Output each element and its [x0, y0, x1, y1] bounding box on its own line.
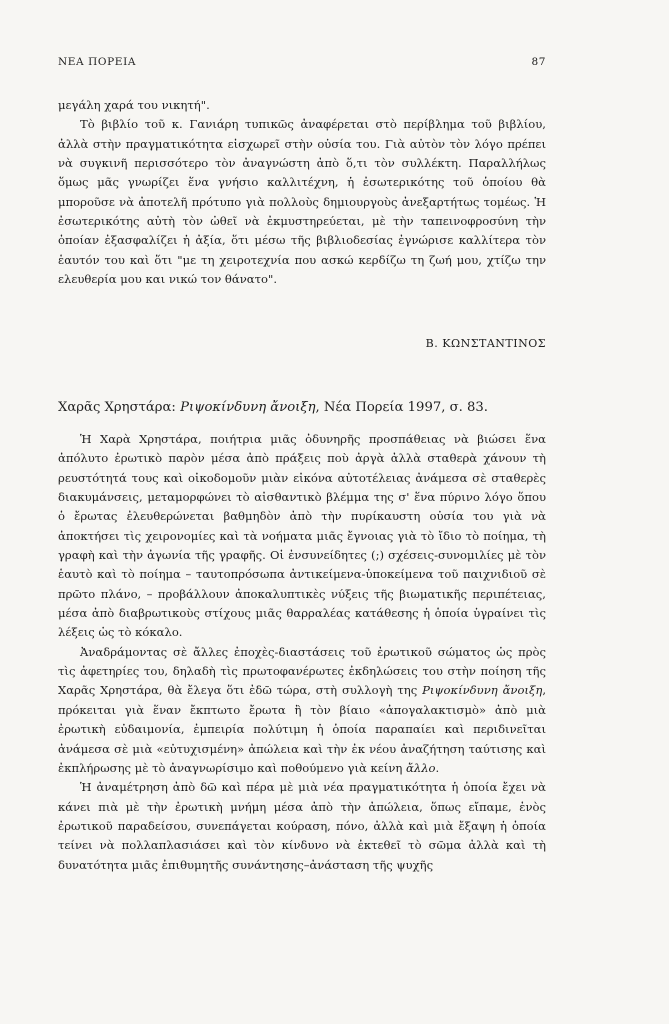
- text-run: Ἀναδράμοντας σὲ ἄλλες ἐποχὲς-διαστάσεις τοῦ ἐρωτικοῦ σώματος ὡς πρὸς τὶς ἀφετηρίες του, δηλαδὴ τὶς πρωτοφανέρωτες ἐκδηλώσεις του στὴν ποίηση τῆς Χαρᾶς Χρηστάρα, θὰ ἔλεγα ὅτι ἐδῶ τώρα, στὴ συλλογὴ της: [58, 644, 546, 698]
- paragraph: μεγάλη χαρά του νικητή".: [58, 98, 210, 112]
- running-title: ΝΕΑ ΠΟΡΕΙΑ: [58, 56, 136, 68]
- paragraph: Τὸ βιβλίο τοῦ κ. Γανιάρη τυπικῶς ἀναφέρεται στὸ περίβλημα τοῦ βιβλίου, ἀλλὰ στὴν πραγματικότητα εἰσχωρεῖ στὴν οὐσία του. Γιὰ αὐτὸν τὸν λόγο πρέπει νὰ συγκινῆ περισσότερο τὸν ἀναγνώστη ἀπὸ ὅ,τι τὸν συλλέκτη. Παραλλήλως ὅμως μᾶς γνωρίζει ἕνα γνήσιο καλλιτέχνη, ἡ ἐσωτερικότης τοῦ ὁποίου θὰ μποροῦσε νὰ ἀποτελῆ πρότυπο γιὰ πολλοὺς δημιουργοὺς ἀνεξαρτήτως τομέως. Ἡ ἐσωτερικότης αὐτὴ τὸν ὠθεῖ νὰ ἐκμυστηρεύεται, μὲ τὴν ταπεινοφροσύνη τὴν ὁποίαν ἐξασφαλίζει ἡ ἀξία, ὅτι μέσω τῆς βιβλιοδεσίας ἐγνώρισε καλλίτερα τὸν ἑαυτόν του καὶ ὅτι "με τη χειροτεχνία που ασκώ κερδίζω τη ζωή μου, χτίζω την ελευθερία μου και νικώ τον θάνατο".: [58, 117, 546, 287]
- italic-title: Ριψοκίνδυνη ἄνοιξη: [422, 683, 543, 698]
- review-signature: Β. ΚΩΝΣΤΑΝΤΙΝΟΣ: [425, 337, 546, 350]
- page-number: 87: [531, 56, 546, 68]
- review-continuation: [58, 96, 546, 289]
- review-body: [58, 430, 546, 875]
- book-details: , Νέα Πορεία 1997, σ. 83.: [315, 400, 488, 415]
- text-run: .: [435, 760, 440, 775]
- book-author: Χαρᾶς Χρηστάρα:: [58, 400, 181, 415]
- paragraph: Ἡ Χαρὰ Χρηστάρα, ποιήτρια μιᾶς ὀδυνηρῆς προσπάθειας νὰ βιώσει ἕνα ἀπόλυτο ἐρωτικὸ παρὸν μέσα ἀπὸ πράξεις ποὺ ἀργὰ ἀλλὰ σταθερὰ χάνουν τὴ ρευστότητά τους καὶ οἰκοδομοῦν μιὰν εἰκόνα αὐτοτέλειας ἀνάμεσα σὲ σταθερὲς διακυμάνσεις, μεταμορφώνει τὸ αἰσθαντικὸ βλέμμα της σ' ἕνα πύρινο λόγο ὅπου ὁ ἔρωτας ἐλευθερώνεται βαθμηδὸν ἀπὸ τὴν πυρίκαυστη οὐσία του γιὰ νὰ ἀποκτήσει τὶς χειρονομίες καὶ τὰ νοήματα μιᾶς ἔγνοιας γιὰ τὸ ἴδιο τὸ ποίημα, τὴ γραφὴ καὶ τὴν ἀγωνία τῆς γραφῆς. Οἱ ἐνσυνείδητες (;) σχέσεις-συνομιλίες μὲ τὸν ἑαυτὸ καὶ τὸ ποίημα – ταυτοπρόσωπα ἀντικείμενα-ὑποκείμενα τοῦ παιχνιδιοῦ σὲ πρῶτο πλάνο, – προβάλλουν ἀποκαλυπτικὲς νύξεις τῆς βιωματικῆς περιπέτειας, μέσα ἀπὸ διαβρωτικοὺς στίχους μιᾶς θαρραλέας κατάθεσης ἡ ὁποία ὑγραίνει τὶς λέξεις ὡς τὸ κόκαλο.: [58, 432, 546, 640]
- italic-word: ἄλλο: [406, 760, 436, 775]
- paragraph: [58, 643, 546, 778]
- text-run: , πρόκειται γιὰ ἕναν ἔκπτωτο ἔρωτα ἢ τὸν βίαιο «ἀπογαλακτισμὸ» ἀπὸ μιὰ ἐρωτικὴ εὐδαιμονία, ἐμπειρία πολύτιμη ἡ ὁποία παραπαίει καὶ περιδινεῖται ἀνάμεσα σὲ μιὰ «εὐτυχισμένη» ἀπώλεια καὶ τὴν ἐκ νέου ἀναζήτηση ταύτισης καὶ ἐκπλήρωσης μὲ τὸ ἀναγνωρίσιμο καὶ ποθούμενο γιὰ κείνη: [58, 683, 546, 775]
- paragraph: Ἡ ἀναμέτρηση ἀπὸ δῶ καὶ πέρα μὲ μιὰ νέα πραγματικότητα ἡ ὁποία ἔχει νὰ κάνει πιὰ μὲ τὴν ἐρωτικὴ μνήμη μέσα ἀπὸ τὴν ἀπώλεια, ὅπως εἴπαμε, ἑνὸς ἐρωτικοῦ παραδείσου, συνεπάγεται κούραση, πόνο, ἀλλὰ καὶ μιὰ ἔξαψη ἡ ὁποία τείνει νὰ πολλαπλασιάσει καὶ τὸν κίνδυνο νὰ ἐκτεθεῖ τὸ σῶμα ἀλλὰ καὶ τὴ δυνατότητα μιᾶς ἐπιθυμητῆς συνάντησης–ἀνάσταση τῆς ψυχῆς: [58, 780, 546, 872]
- book-title: Ριψοκίνδυνη ἄνοιξη: [180, 400, 316, 415]
- book-citation: [58, 400, 546, 415]
